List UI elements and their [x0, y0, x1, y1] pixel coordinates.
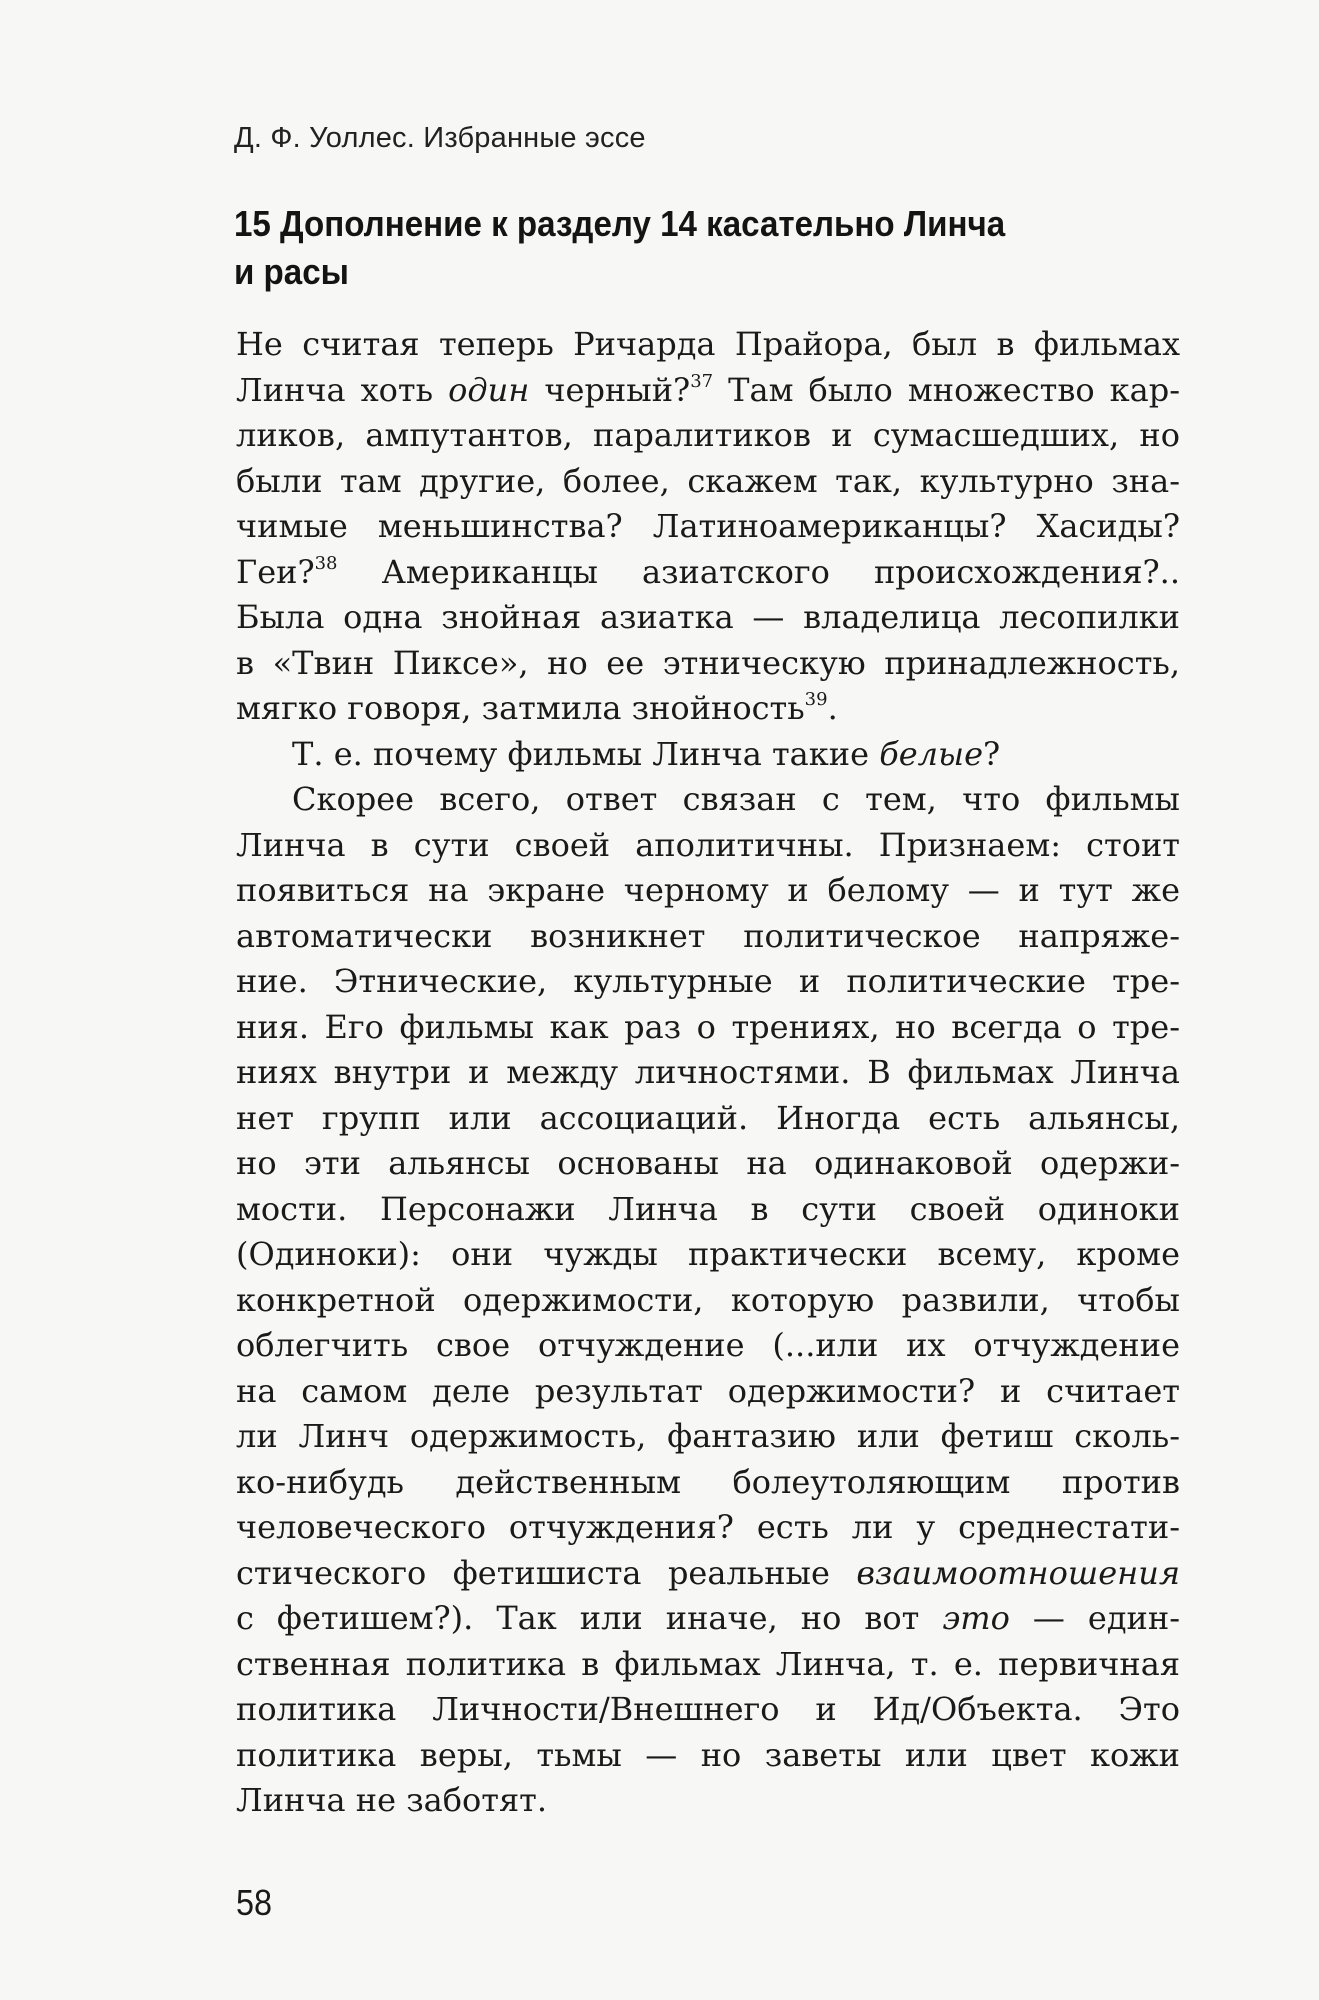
body-text: [236, 322, 1180, 1824]
text-line: человеческого отчуждения? есть ли у среднестати-: [236, 1508, 1180, 1546]
text-line: чимые меньшинства? Латиноамериканцы? Хасиды?: [236, 507, 1180, 545]
text-line: но эти альянсы основаны на одинаковой одержи-: [236, 1144, 1180, 1182]
text-line: Была одна знойная азиатка — владелица лесопилки: [236, 598, 1180, 636]
text-line: на самом деле результат одержимости? и считает: [236, 1371, 1180, 1410]
text-line: [236, 550, 1180, 596]
footnote-ref: 39: [804, 689, 828, 710]
text-line: (Одиноки): они чужды практически всему, кроме: [236, 1235, 1180, 1273]
text-line: ликов, ампутантов, паралитиков и сумасшедших, но: [236, 416, 1180, 454]
text-run: .: [827, 689, 838, 727]
chapter-title: [234, 200, 1062, 296]
text-line: ли Линч одержимость, фантазию или фетиш сколь-: [236, 1417, 1180, 1455]
chapter-title-line-2: и расы: [234, 251, 349, 292]
emphasis: белые: [879, 734, 984, 773]
paragraph-1: [236, 322, 1180, 732]
paragraph-2: [236, 732, 1180, 778]
text-run: черный?: [529, 370, 691, 409]
emphasis: это: [942, 1599, 1010, 1637]
text-run: — един-: [1009, 1599, 1181, 1637]
text-line: Линча в сути своей аполитичны. Признаем: стоит: [236, 825, 1180, 864]
text-run: с фетишем?). Так или иначе, но вот: [236, 1599, 943, 1637]
text-line: ко-нибудь действенным болеутоляющим против: [236, 1462, 1180, 1501]
running-head: Д. Ф. Уоллес. Избранные эссе: [234, 122, 646, 154]
text-line: конкретной одержимости, которую развили, чтобы: [236, 1280, 1180, 1319]
footnote-ref: 37: [690, 370, 714, 392]
text-line: ние. Этнические, культурные и политические тре-: [236, 962, 1180, 1000]
text-line: ственная политика в фильмах Линча, т. е. первичная: [236, 1644, 1180, 1683]
footnote-ref: 38: [314, 552, 338, 574]
text-line: [236, 732, 1180, 778]
text-line: [236, 686, 1180, 732]
text-line: появиться на экране черному и белому — и тут же: [236, 871, 1180, 909]
emphasis: один: [448, 370, 530, 409]
text-run: Т. е. почему фильмы Линча такие: [292, 734, 880, 773]
text-run: мягко говоря, затмила знойность: [236, 689, 805, 727]
text-line: Линча не заботят.: [236, 1781, 548, 1819]
chapter-title-line-1: 15 Дополнение к разделу 14 касательно Линча: [234, 203, 1006, 244]
text-line: автоматически возникнет политическое напряже-: [236, 916, 1180, 955]
text-run: стического фетишиста реальные: [236, 1553, 857, 1592]
text-run: Там было множество кар-: [713, 370, 1181, 409]
text-line: политика Личности/Внешнего и Ид/Объекта. Это: [236, 1690, 1180, 1728]
text-line: [236, 1551, 1180, 1597]
text-line: в «Твин Пиксе», но ее этническую принадлежность,: [236, 643, 1180, 682]
text-line: были там другие, более, скажем так, культурно зна-: [236, 461, 1180, 500]
text-line: мости. Персонажи Линча в сути своей одиноки: [236, 1189, 1180, 1228]
paragraph-3: [236, 777, 1180, 1824]
emphasis: взаимоотношения: [856, 1553, 1180, 1592]
text-line: облегчить свое отчуждение (...или их отчуждение: [236, 1326, 1180, 1364]
text-line: политика веры, тьмы — но заветы или цвет кожи: [236, 1735, 1180, 1774]
text-run: Американцы азиатского происхождения?..: [337, 552, 1180, 591]
text-line: ниях внутри и между личностями. В фильмах Линча: [236, 1053, 1180, 1091]
page-number: 58: [236, 1882, 273, 1923]
text-line: [236, 1596, 1180, 1642]
text-line: ния. Его фильмы как раз о трениях, но всегда о тре-: [236, 1007, 1180, 1046]
text-line: Не считая теперь Ричарда Прайора, был в фильмах: [236, 325, 1180, 363]
text-line: нет групп или ассоциаций. Иногда есть альянсы,: [236, 1098, 1180, 1137]
text-run: ?: [983, 734, 1001, 773]
text-line: Скорее всего, ответ связан с тем, что фильмы: [292, 780, 1180, 818]
text-run: Линча хоть: [236, 370, 449, 409]
text-line: [236, 368, 1180, 414]
text-run: Геи?: [236, 552, 315, 591]
